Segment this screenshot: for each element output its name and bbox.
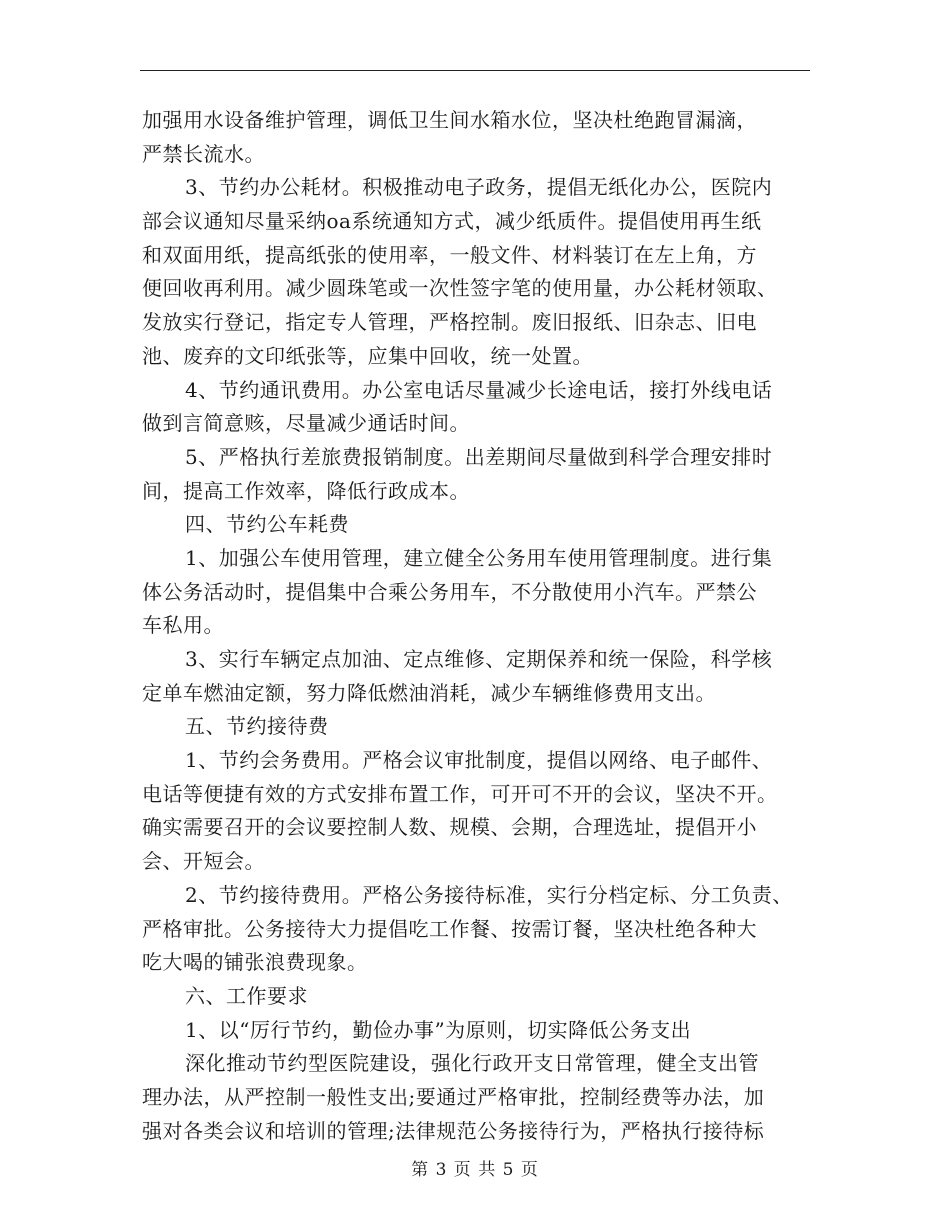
text-line: 车私用。 <box>142 613 224 638</box>
text-line: 吃大喝的铺张浪费现象。 <box>142 950 368 975</box>
text-line: 加强用水设备维护管理，调低卫生间水箱水位，坚决杜绝跑冒漏滴， <box>142 108 757 132</box>
text-line: 便回收再利用。减少圆珠笔或一次性签字笔的使用量，办公耗材领取、 <box>142 276 778 301</box>
text-line: 1、以“厉行节约，勤俭办事”为原则，切实降低公务支出 <box>185 1017 692 1042</box>
text-line: 五、节约接待费 <box>185 714 329 739</box>
header-rule <box>140 70 810 71</box>
text-line: 和双面用纸，提高纸张的使用率，一般文件、材料装订在左上角，方 <box>142 242 757 267</box>
text-line: 3、实行车辆定点加油、定点维修、定期保养和统一保险，科学核 <box>185 647 773 671</box>
text-line: 定单车燃油定额，努力降低燃油消耗，减少车辆维修费用支出。 <box>142 680 716 705</box>
text-line: 严格审批。公务接待大力提倡吃工作餐、按需订餐，坚决杜绝各种大 <box>142 916 757 941</box>
text-line: 3、节约办公耗材。积极推动电子政务，提倡无纸化办公，医院内 <box>185 175 773 200</box>
text-line: 强对各类会议和培训的管理;法律规范公务接待行为，严格执行接待标 <box>142 1118 765 1143</box>
text-line: 理办法，从严控制一般性支出;要通过严格审批，控制经费等办法，加 <box>142 1084 765 1109</box>
text-line: 1、加强公车使用管理，建立健全公务用车使用管理制度。进行集 <box>185 545 773 570</box>
text-line: 5、严格执行差旅费报销制度。出差期间尽量做到科学合理安排时 <box>185 444 773 469</box>
text-line: 会、开短会。 <box>142 849 265 874</box>
text-line: 4、节约通讯费用。办公室电话尽量减少长途电话，接打外线电话 <box>185 377 773 402</box>
text-line: 体公务活动时，提倡集中合乘公务用车，不分散使用小汽车。严禁公 <box>142 579 757 604</box>
text-line: 1、节约会务费用。严格会议审批制度，提倡以网络、电子邮件、 <box>185 748 773 773</box>
text-line: 2、节约接待费用。严格公务接待标准，实行分档定标、分工负责、 <box>185 882 793 907</box>
text-line: 四、节约公车耗费 <box>185 512 349 537</box>
text-line: 做到言简意赅，尽量减少通话时间。 <box>142 411 470 436</box>
document-body <box>142 104 822 1148</box>
text-line: 发放实行登记，指定专人管理，严格控制。废旧报纸、旧杂志、旧电 <box>142 310 757 335</box>
text-line: 深化推动节约型医院建设，强化行政开支日常管理，健全支出管 <box>185 1051 759 1076</box>
text-line: 六、工作要求 <box>185 983 308 1008</box>
text-line: 部会议通知尽量采纳oa系统通知方式，减少纸质件。提倡使用再生纸 <box>142 209 762 234</box>
text-line: 池、废弃的文印纸张等，应集中回收，统一处置。 <box>142 343 593 368</box>
text-line: 确实需要召开的会议要控制人数、规模、会期，合理选址，提倡开小 <box>142 815 757 840</box>
text-line: 电话等便捷有效的方式安排布置工作，可开可不开的会议，坚决不开。 <box>142 781 778 806</box>
page-footer: 第 3 页 共 5 页 <box>411 1160 539 1180</box>
text-line: 间，提高工作效率，降低行政成本。 <box>142 478 470 503</box>
text-line: 严禁长流水。 <box>142 141 265 166</box>
